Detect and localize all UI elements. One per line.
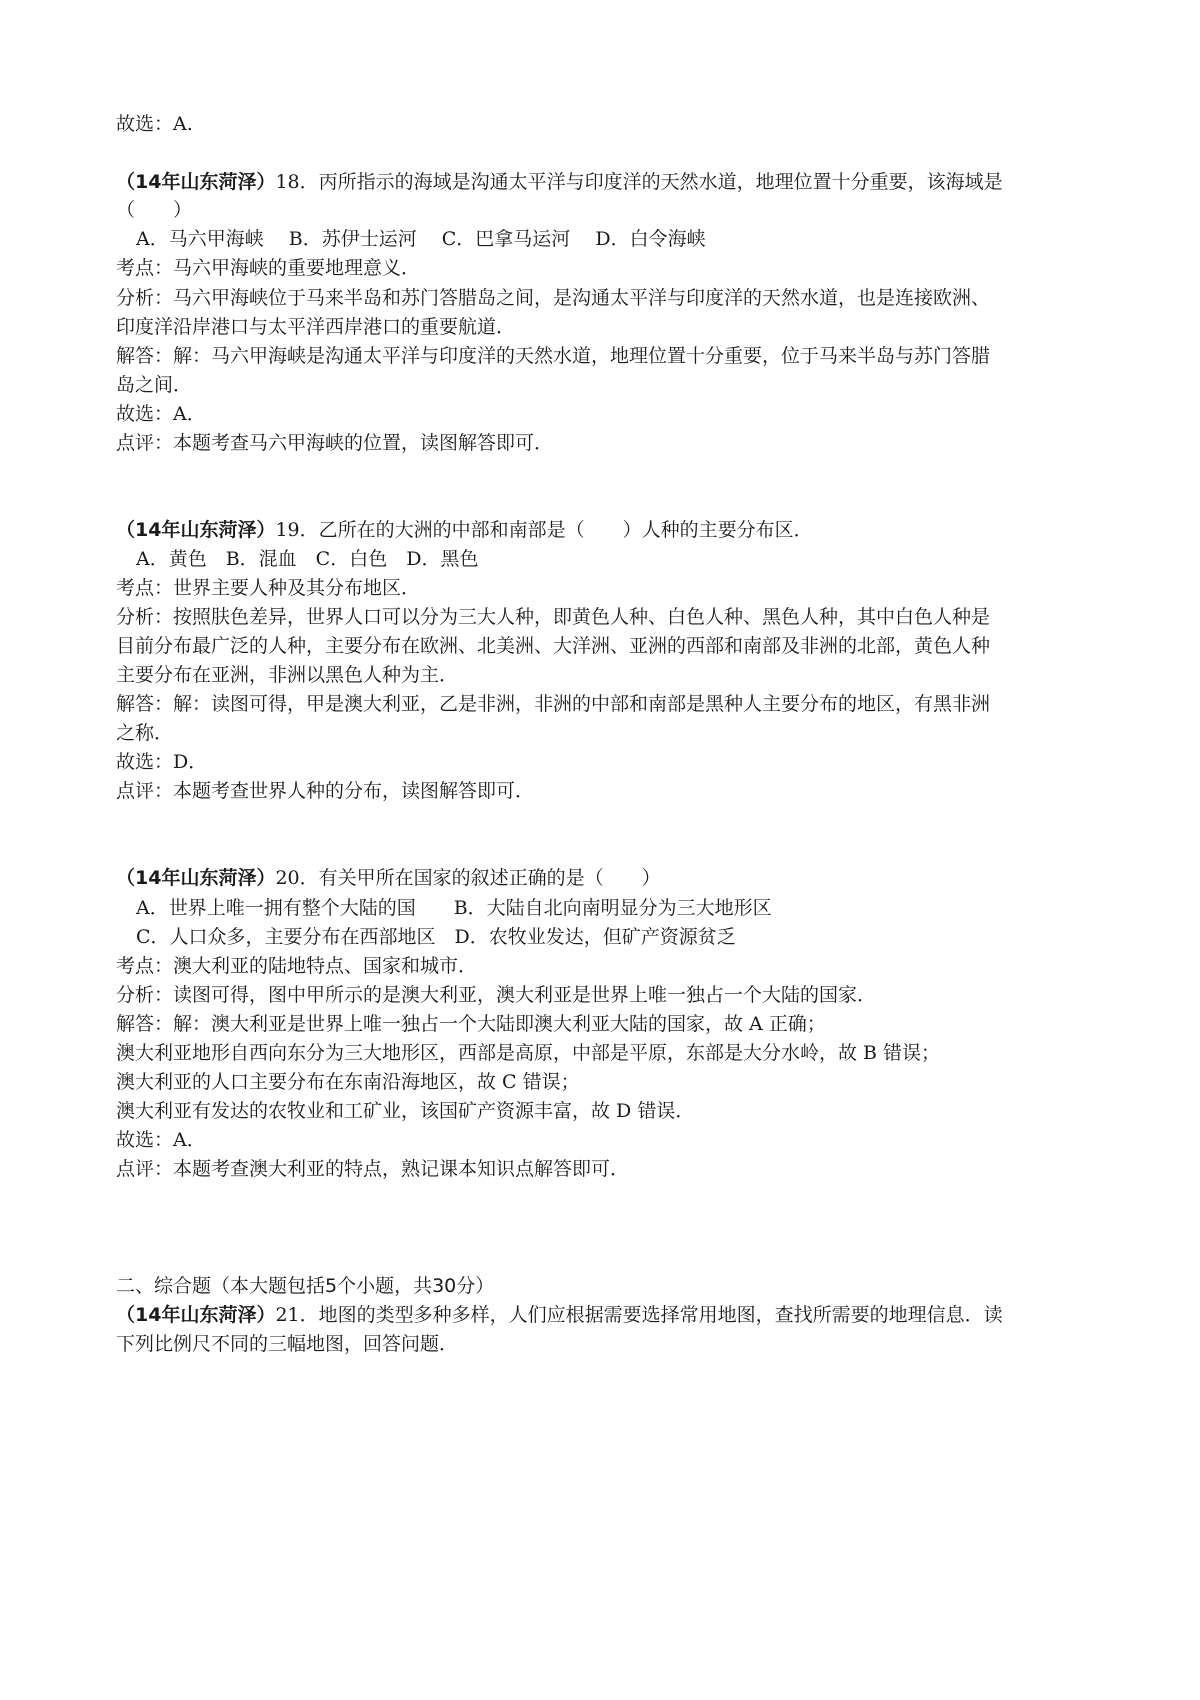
q18-options: A．马六甲海峡 B．苏伊士运河 C．巴拿马运河 D．白令海峡 (136, 228, 706, 250)
q20-dianping: 点评：本题考查澳大利亚的特点，熟记课本知识点解答即可． (116, 1158, 630, 1180)
q19-answer: 故选：D． (116, 751, 208, 773)
q20-jieda-line-2: 澳大利亚地形自西向东分为三大地形区，西部是高原，中部是平原，东部是大分水岭，故 B 错误； (116, 1042, 941, 1064)
q20-fenxi: 分析：读图可得，图中甲所示的是澳大利亚，澳大利亚是世界上唯一独占一个大陆的国家． (116, 984, 877, 1006)
q19-stem: 19．乙所在的大洲的中部和南部是（ ）人种的主要分布区． (275, 519, 813, 541)
q19-dianping: 点评：本题考查世界人种的分布，读图解答即可． (116, 780, 535, 802)
q19-fenxi-line-1: 分析：按照肤色差异，世界人口可以分为三大人种，即黄色人种、白色人种、黑色人种，其中白色人种是 (116, 606, 991, 628)
q18-jieda-line-2: 岛之间． (116, 374, 193, 396)
q18-dianping: 点评：本题考查马六甲海峡的位置，读图解答即可． (116, 432, 554, 454)
q18-jieda-line-1: 解答：解：马六甲海峡是沟通太平洋与印度洋的天然水道，地理位置十分重要，位于马来半岛与苏门答腊 (116, 345, 991, 367)
q18-source: （14年山东菏泽） (116, 171, 276, 193)
q19-kaodian: 考点：世界主要人种及其分布地区． (116, 577, 421, 599)
q18-stem: 18．丙所指示的海域是沟通太平洋与印度洋的天然水道，地理位置十分重要，该海域是 (275, 171, 1003, 193)
q20-source: （14年山东菏泽） (116, 867, 276, 889)
q20-options-line-2: C．人口众多，主要分布在西部地区 D．农牧业发达，但矿产资源贫乏 (136, 926, 736, 948)
q18-stem-line-1 (116, 170, 1096, 194)
q20-options-line-1: A．世界上唯一拥有整个大陆的国 B．大陆自北向南明显分为三大地形区 (136, 897, 772, 919)
q19-source: （14年山东菏泽） (116, 519, 276, 541)
q20-answer: 故选：A． (116, 1129, 206, 1151)
q18-kaodian: 考点：马六甲海峡的重要地理意义． (116, 257, 421, 279)
q20-stem: 20．有关甲所在国家的叙述正确的是（ ） (275, 867, 661, 889)
q19-jieda-line-2: 之称． (116, 722, 174, 744)
q19-fenxi-line-3: 主要分布在亚洲，非洲以黑色人种为主． (116, 664, 459, 686)
q18-fenxi-line-1: 分析：马六甲海峡位于马来半岛和苏门答腊岛之间，是沟通太平洋与印度洋的天然水道，也是连接欧洲、 (116, 287, 991, 309)
section-heading: 二、综合题（本大题包括5个小题，共30分） (116, 1275, 495, 1297)
q20-kaodian: 考点：澳大利亚的陆地特点、国家和城市． (116, 955, 478, 977)
q20-jieda-line-4: 澳大利亚有发达的农牧业和工矿业，该国矿产资源丰富，故 D 错误． (116, 1100, 695, 1122)
q19-stem-line (116, 518, 1096, 542)
q21-stem-line-1 (116, 1303, 1096, 1327)
q20-jieda-line-1: 解答：解：澳大利亚是世界上唯一独占一个大陆即澳大利亚大陆的国家，故 A 正确； (116, 1013, 826, 1035)
q18-stem-line-2: （ ） (116, 199, 193, 221)
q21-stem-line-2: 下列比例尺不同的三幅地图，回答问题． (116, 1333, 459, 1355)
q21-source: （14年山东菏泽） (116, 1304, 276, 1326)
q19-jieda-line-1: 解答：解：读图可得，甲是澳大利亚，乙是非洲，非洲的中部和南部是黑种人主要分布的地区，有黑非洲 (116, 693, 991, 715)
q20-jieda-line-3: 澳大利亚的人口主要分布在东南沿海地区，故 C 错误； (116, 1071, 580, 1093)
q19-options: A．黄色 B．混血 C．白色 D．黑色 (136, 548, 479, 570)
q19-fenxi-line-2: 目前分布最广泛的人种，主要分布在欧洲、北美洲、大洋洲、亚洲的西部和南部及非洲的北部，黄色人种 (116, 635, 991, 657)
q20-stem-line (116, 866, 1096, 890)
q21-stem: 21．地图的类型多种多样，人们应根据需要选择常用地图，查找所需要的地理信息．读 (275, 1304, 1003, 1326)
q17-answer: 故选：A. (116, 113, 193, 135)
q18-fenxi-line-2: 印度洋沿岸港口与太平洋西岸港口的重要航道． (116, 316, 516, 338)
q18-answer: 故选：A． (116, 403, 206, 425)
